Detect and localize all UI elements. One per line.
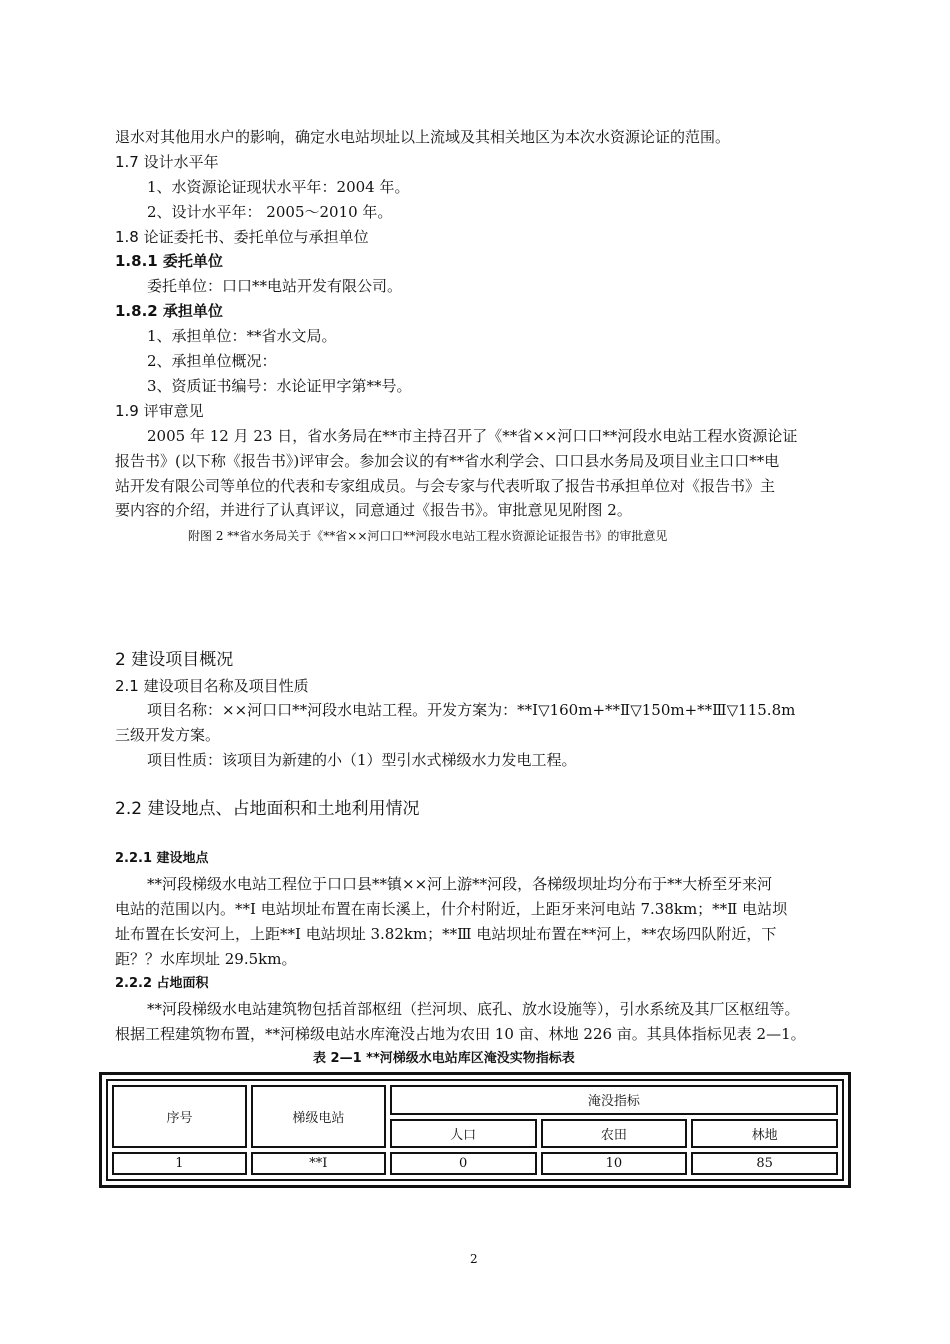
para-review: 报告书》(以下称《报告书》)评审会。参加会议的有**省水利学会、口口县水务局及项目业主口口**电	[115, 452, 780, 470]
header-inundation: 淹没指标	[390, 1085, 838, 1115]
heading-2-2-1: 2.2.1 建设地点	[115, 851, 209, 866]
list-item: 1、承担单位：**省水文局。	[147, 327, 337, 345]
heading-1-7: 1.7 设计水平年	[115, 153, 219, 171]
page-number: 2	[470, 1252, 478, 1266]
cell-forest: 85	[691, 1152, 838, 1175]
header-index: 序号	[112, 1085, 247, 1148]
para-area: **河段梯级水电站建筑物包括首部枢纽（拦河坝、底孔、放水设施等），引水系统及其厂区枢纽等。	[147, 1000, 800, 1018]
cell-station: **Ⅰ	[251, 1152, 386, 1175]
para-project-nature: 项目性质：该项目为新建的小（1）型引水式梯级水力发电工程。	[147, 751, 577, 769]
para-project-name: 三级开发方案。	[115, 726, 221, 744]
cell-population: 0	[390, 1152, 537, 1175]
para-review: 要内容的介绍，并进行了认真评议，同意通过《报告书》。审批意见见附图 2。	[115, 501, 632, 519]
heading-2: 2 建设项目概况	[115, 650, 234, 670]
para-location: **河段梯级水电站工程位于口口县**镇××河上游**河段，各梯级坝址均分布于**大桥至牙来河	[147, 875, 773, 893]
para-review: 站开发有限公司等单位的代表和专家组成员。与会专家与代表听取了报告书承担单位对《报告书》主	[115, 477, 776, 495]
para-project-name: 项目名称：××河口口**河段水电站工程。开发方案为：**Ⅰ▽160m+**Ⅱ▽150m+**Ⅲ▽115.8m	[147, 701, 796, 719]
heading-1-8-1: 1.8.1 委托单位	[115, 252, 223, 270]
heading-1-8: 1.8 论证委托书、委托单位与承担单位	[115, 228, 369, 246]
table-caption: 表 2—1 **河梯级水电站库区淹没实物指标表	[313, 1051, 575, 1066]
header-farmland: 农田	[541, 1119, 688, 1149]
cell-farmland: 10	[541, 1152, 688, 1175]
header-forest: 林地	[691, 1119, 838, 1149]
para-area: 根据工程建筑物布置，**河梯级电站水库淹没占地为农田 10 亩、林地 226 亩。其具体指标见表 2—1。	[115, 1025, 806, 1043]
list-item: 2、承担单位概况：	[147, 352, 277, 370]
heading-1-8-2: 1.8.2 承担单位	[115, 302, 223, 320]
list-item: 2、设计水平年： 2005～2010 年。	[147, 203, 393, 221]
header-station: 梯级电站	[251, 1085, 386, 1148]
heading-1-9: 1.9 评审意见	[115, 402, 204, 420]
heading-2-1: 2.1 建设项目名称及项目性质	[115, 677, 309, 695]
para-scope-end: 退水对其他用水户的影响，确定水电站坝址以上流域及其相关地区为本次水资源论证的范围。	[115, 128, 731, 146]
para-review: 2005 年 12 月 23 日，省水务局在**市主持召开了《**省××河口口**河段水电站工程水资源论证	[147, 427, 798, 445]
para-location: 电站的范围以内。**Ⅰ 电站坝址布置在南长溪上，什介村附近，上距牙来河电站 7.38km；**Ⅱ 电站坝	[115, 900, 788, 918]
table-row	[112, 1152, 838, 1175]
cell-index: 1	[112, 1152, 247, 1175]
list-item: 1、水资源论证现状水平年：2004 年。	[147, 178, 410, 196]
para-location: 址布置在长安河上，上距**Ⅰ 电站坝址 3.82km；**Ⅲ 电站坝址布置在**河上，**农场四队附近，下	[115, 925, 777, 943]
heading-2-2: 2.2 建设地点、占地面积和土地利用情况	[115, 799, 420, 819]
list-item: 3、资质证书编号：水论证甲字第**号。	[147, 377, 412, 395]
para-location: 距？？水库坝址 29.5km。	[115, 950, 297, 968]
para-client: 委托单位：口口**电站开发有限公司。	[147, 277, 403, 295]
heading-2-2-2: 2.2.2 占地面积	[115, 976, 209, 991]
inundation-table	[99, 1072, 851, 1188]
header-population: 人口	[390, 1119, 537, 1149]
figure-caption: 附图 2 **省水务局关于《**省××河口口**河段水电站工程水资源论证报告书》的审批意见	[188, 529, 668, 543]
